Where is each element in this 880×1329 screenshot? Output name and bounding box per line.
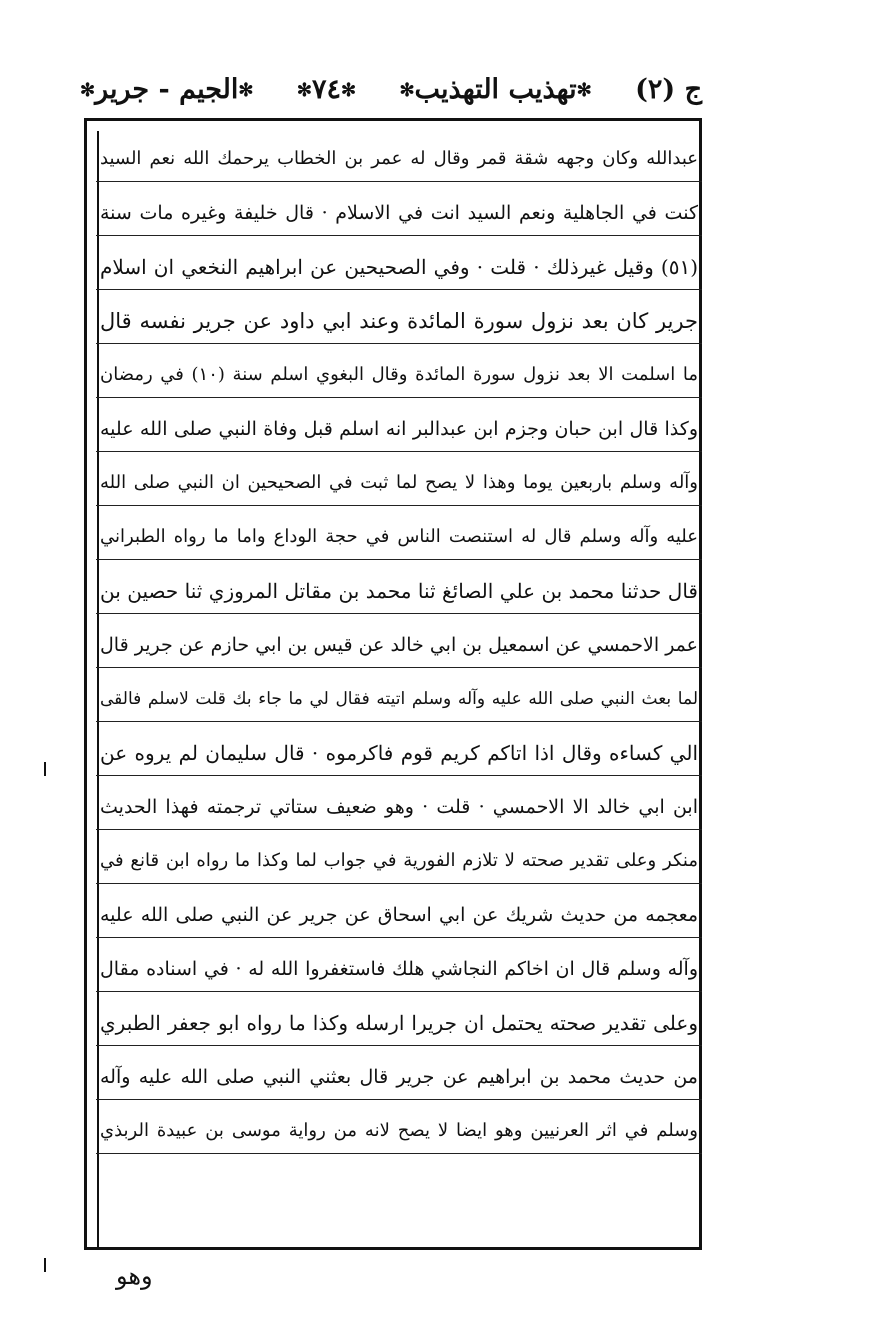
text-line: جرير كان بعد نزول سورة المائدة وعند ابي داود عن جرير نفسه قال [96, 290, 702, 344]
text-line: قال حدثنا محمد بن علي الصائغ ثنا محمد بن مقاتل المروزي ثنا حصين بن [96, 560, 702, 614]
page-header [80, 60, 702, 118]
ornament-star-icon: ✻ [576, 79, 592, 101]
text-line: معجمه من حديث شريك عن ابي اسحاق عن جرير عن النبي صلى الله عليه [96, 884, 702, 938]
text-line: عمر الاحمسي عن اسمعيل بن ابي خالد عن قيس بن ابي حازم عن جرير قال [96, 614, 702, 668]
text-line: (٥١) وقيل غيرذلك · قلت · وفي الصحيحين عن ابراهيم النخعي ان اسلام [96, 236, 702, 290]
ornament-star-icon: ✻ [80, 79, 96, 101]
page-number: ✻٧٤✻ [296, 73, 357, 105]
text-line: لما بعث النبي صلى الله عليه وآله وسلم اتيته فقال لي ما جاء بك قلت لاسلم فالقى [96, 668, 702, 722]
text-line: وآله وسلم باربعين يوما وهذا لا يصح لما ثبت في الصحيحين ان النبي صلى الله [96, 452, 702, 506]
text-line: ابن ابي خالد الا الاحمسي · قلت · وهو ضعيف ستاتي ترجمته فهذا الحديث [96, 776, 702, 830]
margin-tick [44, 1258, 46, 1272]
text-line: ما اسلمت الا بعد نزول سورة المائدة وقال البغوي اسلم سنة (١٠) في رمضان [96, 344, 702, 398]
book-title: ✻تهذيب التهذيب✻ [399, 73, 592, 105]
volume-label: ج (٢) [635, 73, 702, 105]
ornament-star-icon: ✻ [340, 79, 357, 101]
ornament-star-icon: ✻ [238, 79, 254, 101]
text-line: الي كساءه وقال اذا اتاكم كريم قوم فاكرموه · قال سليمان لم يروه عن [96, 722, 702, 776]
text-line: وآله وسلم قال ان اخاكم النجاشي هلك فاستغفروا الله له · في اسناده مقال [96, 938, 702, 992]
text-line: كنت في الجاهلية ونعم السيد انت في الاسلام · قال خليفة وغيره مات سنة [96, 182, 702, 236]
ornament-star-icon: ✻ [399, 79, 415, 101]
margin-tick [44, 762, 46, 776]
text-line: وسلم في اثر العرنيين وهو ايضا لا يصح لانه من رواية موسى بن عبيدة الربذي [96, 1100, 702, 1154]
text-line: عليه وآله وسلم قال له استنصت الناس في حجة الوداع واما ما رواه الطبراني [96, 506, 702, 560]
text-line: وكذا قال ابن حبان وجزم ابن عبدالبر انه اسلم قبل وفاة النبي صلى الله عليه [96, 398, 702, 452]
text-line: وعلى تقدير صحته يحتمل ان جريرا ارسله وكذا ما رواه ابو جعفر الطبري [96, 992, 702, 1046]
text-body [96, 128, 702, 1154]
text-line: منكر وعلى تقدير صحته لا تلازم الفورية في جواب لما وكذا ما رواه ابن قانع في [96, 830, 702, 884]
section-title: ✻الجيم - جرير✻ [80, 73, 254, 105]
text-line: من حديث محمد بن ابراهيم عن جرير قال بعثني النبي صلى الله عليه وآله [96, 1046, 702, 1100]
text-line: عبدالله وكان وجهه شقة قمر وقال له عمر بن الخطاب يرحمك الله نعم السيد [96, 128, 702, 182]
ornament-star-icon: ✻ [296, 79, 312, 101]
catchword: وهو [116, 1262, 153, 1290]
